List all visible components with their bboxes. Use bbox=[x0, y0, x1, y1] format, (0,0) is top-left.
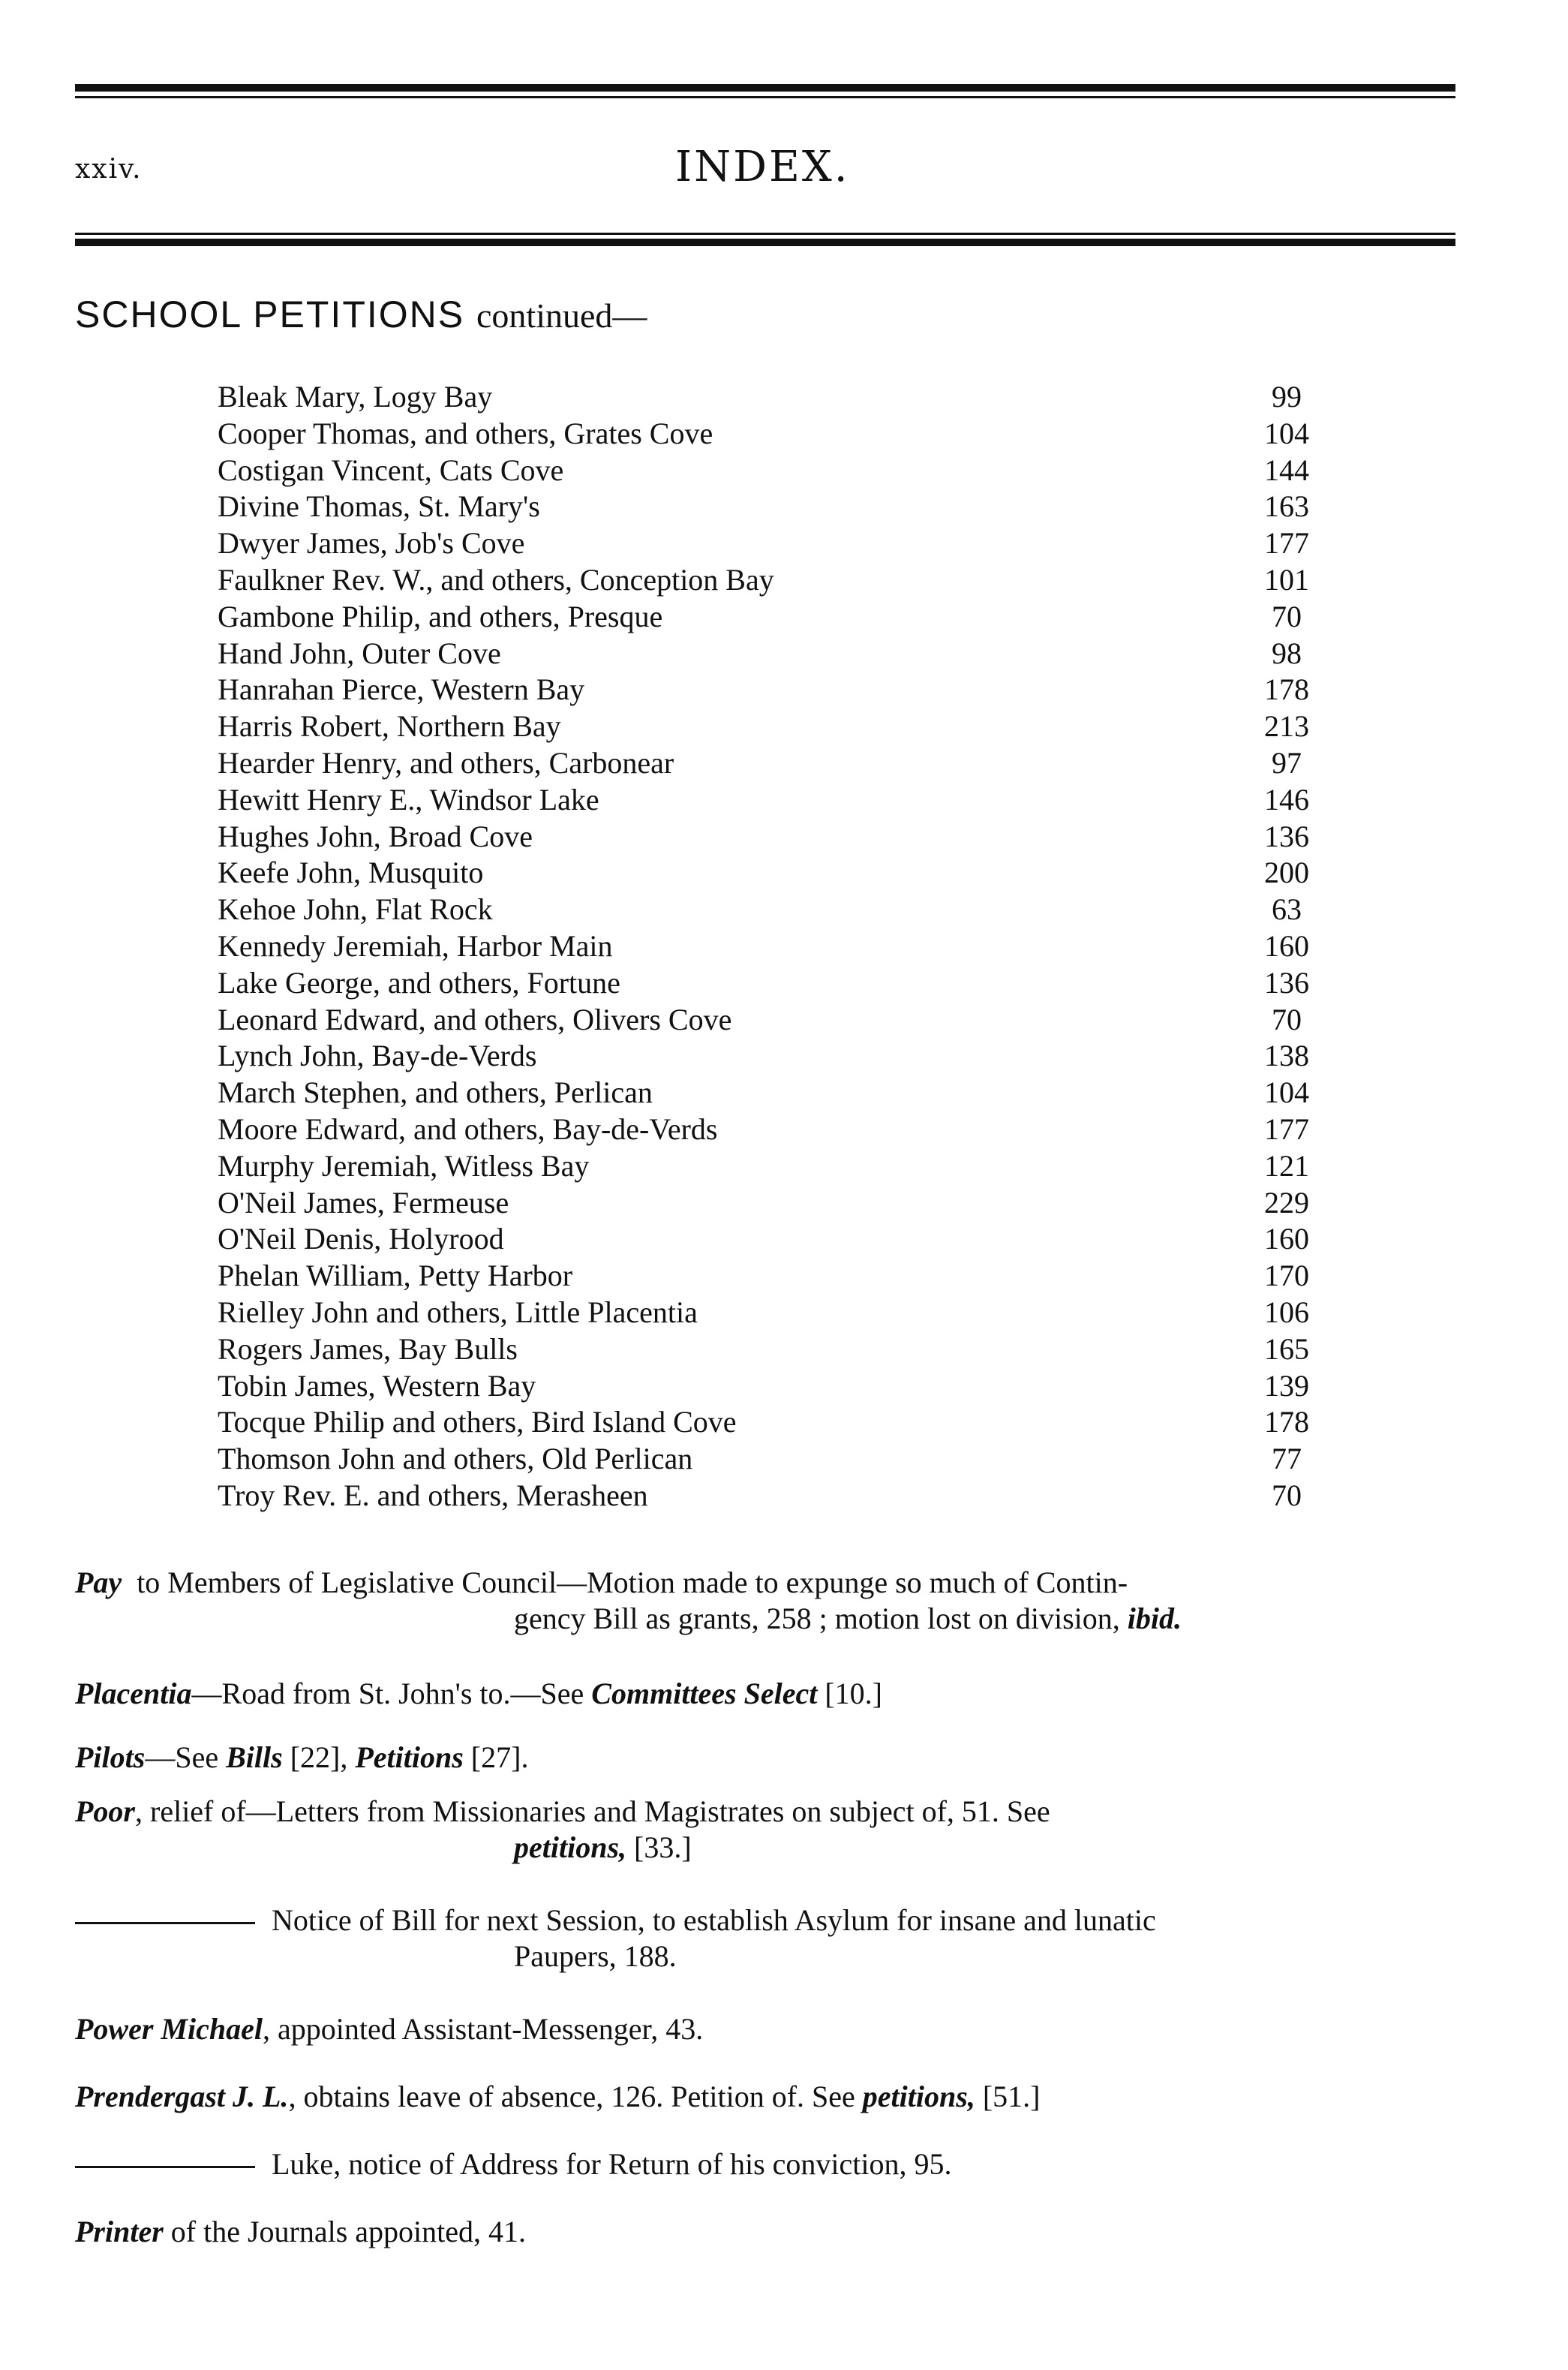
entry-text: Luke, notice of Address for Return of his conviction, 95. bbox=[272, 2147, 952, 2181]
petition-name: Hand John, Outer Cove bbox=[218, 636, 501, 670]
entry-prendergast bbox=[75, 2079, 1478, 2115]
entry-ref: Bills bbox=[226, 1740, 283, 1774]
petition-name: Thomson John and others, Old Perlican bbox=[218, 1442, 693, 1476]
page-title: INDEX. bbox=[675, 143, 850, 191]
petition-page: 200 bbox=[1264, 856, 1309, 890]
petition-name: Hearder Henry, and others, Carbonear bbox=[218, 745, 674, 780]
petition-page: 99 bbox=[1272, 380, 1302, 414]
entry-head: Prendergast J. L. bbox=[75, 2080, 289, 2113]
petition-page: 165 bbox=[1264, 1331, 1309, 1366]
petition-name: Leonard Edward, and others, Olivers Cove bbox=[218, 1002, 732, 1036]
petition-page: 139 bbox=[1264, 1368, 1309, 1403]
entry-text: of the Journals appointed, 41. bbox=[163, 2215, 527, 2248]
petition-page: 136 bbox=[1264, 819, 1309, 853]
entry-printer bbox=[75, 2214, 1478, 2250]
petition-name: Tocque Philip and others, Bird Island Cove bbox=[218, 1405, 737, 1439]
header-rule-thin bbox=[75, 233, 1455, 235]
petition-page: 97 bbox=[1272, 745, 1302, 780]
entry-head: Printer bbox=[75, 2215, 164, 2248]
petition-row bbox=[218, 1258, 1328, 1295]
petition-name: Divine Thomas, St. Mary's bbox=[218, 489, 540, 524]
petition-name: Troy Rev. E. and others, Merasheen bbox=[218, 1478, 648, 1512]
page-number: xxiv. bbox=[75, 154, 143, 185]
entry-pay bbox=[75, 1565, 1478, 1637]
petition-name: Moore Edward, and others, Bay-de-Verds bbox=[218, 1111, 718, 1146]
entry-text: [22], bbox=[282, 1740, 356, 1774]
petition-row bbox=[218, 782, 1328, 819]
entry-head: Power Michael bbox=[75, 2012, 263, 2046]
petition-row bbox=[218, 1185, 1328, 1222]
petition-page: 160 bbox=[1264, 1222, 1309, 1256]
petition-row bbox=[218, 708, 1328, 745]
petition-row bbox=[218, 1404, 1328, 1441]
entry-ref: ibid. bbox=[1127, 1602, 1182, 1635]
entry-text: —See bbox=[145, 1740, 227, 1774]
petition-name: Costigan Vincent, Cats Cove bbox=[218, 453, 564, 487]
entry-text: , relief of—Letters from Missionaries and Magistrates on subject of, 51. See bbox=[135, 1794, 1050, 1828]
petition-row bbox=[218, 892, 1328, 928]
petition-name: Faulkner Rev. W., and others, Conception Bay bbox=[218, 562, 774, 597]
entry-text: [33.] bbox=[626, 1830, 692, 1864]
petition-row bbox=[218, 1111, 1328, 1148]
petition-page: 104 bbox=[1264, 1075, 1309, 1110]
entry-text: , obtains leave of absence, 126. Petition of. See bbox=[288, 2080, 863, 2113]
petition-page: 63 bbox=[1272, 892, 1302, 927]
petition-page: 98 bbox=[1272, 636, 1302, 670]
petition-name: March Stephen, and others, Perlican bbox=[218, 1075, 653, 1110]
petition-page: 163 bbox=[1264, 489, 1309, 524]
petition-name: Hewitt Henry E., Windsor Lake bbox=[218, 782, 599, 817]
entry-text: Notice of Bill for next Session, to establish Asylum for insane and lunatic bbox=[272, 1903, 1156, 1937]
entry-pilots bbox=[75, 1740, 1478, 1776]
entry-ref: petitions, bbox=[514, 1830, 627, 1864]
entry-head: Placentia bbox=[75, 1677, 192, 1710]
petition-name: Dwyer James, Job's Cove bbox=[218, 526, 525, 561]
petition-name: Gambone Philip, and others, Presque bbox=[218, 599, 663, 633]
ditto-dash bbox=[75, 2166, 255, 2168]
entry-prendergast-sub bbox=[75, 2146, 1478, 2182]
entry-ref: Petitions bbox=[355, 1740, 464, 1774]
ditto-dash bbox=[75, 1922, 255, 1924]
section-title: SCHOOL PETITIONS bbox=[75, 293, 465, 335]
petition-page: 177 bbox=[1264, 526, 1309, 561]
entry-text: gency Bill as grants, 258 ; motion lost on division, bbox=[514, 1602, 1128, 1635]
petition-row bbox=[218, 672, 1328, 708]
petition-row bbox=[218, 928, 1328, 965]
entry-poor bbox=[75, 1794, 1478, 1866]
petition-page: 178 bbox=[1264, 1405, 1309, 1439]
petition-name: Lake George, and others, Fortune bbox=[218, 965, 620, 1000]
petition-page: 101 bbox=[1264, 562, 1309, 597]
petition-name: Phelan William, Petty Harbor bbox=[218, 1259, 573, 1293]
top-rule-thick bbox=[75, 84, 1455, 92]
petition-page: 170 bbox=[1264, 1259, 1309, 1293]
petition-page: 213 bbox=[1264, 709, 1309, 744]
top-rule-thin bbox=[75, 96, 1455, 98]
petition-row bbox=[218, 416, 1328, 453]
entry-text: [51.] bbox=[975, 2080, 1041, 2113]
petition-page: 138 bbox=[1264, 1039, 1309, 1073]
petition-page: 70 bbox=[1272, 599, 1302, 633]
petition-name: Rielley John and others, Little Placentia bbox=[218, 1295, 698, 1329]
petition-name: Kennedy Jeremiah, Harbor Main bbox=[218, 928, 613, 963]
petition-page: 77 bbox=[1272, 1442, 1302, 1476]
petition-page: 229 bbox=[1264, 1185, 1309, 1220]
entry-ref: petitions, bbox=[862, 2080, 975, 2113]
entry-text: [10.] bbox=[817, 1677, 882, 1710]
petition-row bbox=[218, 1002, 1328, 1039]
petition-name: O'Neil Denis, Holyrood bbox=[218, 1222, 504, 1256]
entry-head: Pilots bbox=[75, 1740, 146, 1774]
petition-row bbox=[218, 819, 1328, 856]
petition-page: 70 bbox=[1272, 1478, 1302, 1512]
petition-row bbox=[218, 855, 1328, 892]
petition-row bbox=[218, 379, 1328, 416]
petition-row bbox=[218, 453, 1328, 489]
section-heading bbox=[75, 293, 647, 336]
entry-ref: Committees Select bbox=[591, 1677, 818, 1710]
petition-row bbox=[218, 1038, 1328, 1075]
petition-page: 146 bbox=[1264, 782, 1309, 817]
petition-name: Murphy Jeremiah, Witless Bay bbox=[218, 1148, 590, 1183]
entry-text: to Members of Legislative Council—Motion made to expunge so much of Contin- bbox=[137, 1565, 1128, 1599]
entry-head: Pay bbox=[75, 1565, 122, 1599]
petition-name: O'Neil James, Fermeuse bbox=[218, 1185, 509, 1220]
petition-row bbox=[218, 562, 1328, 599]
petition-name: Harris Robert, Northern Bay bbox=[218, 709, 561, 744]
section-continued: continued— bbox=[476, 296, 647, 335]
petition-row bbox=[218, 745, 1328, 782]
petition-row bbox=[218, 965, 1328, 1002]
petition-page: 136 bbox=[1264, 965, 1309, 1000]
petition-row bbox=[218, 525, 1328, 562]
entry-text: Paupers, 188. bbox=[514, 1939, 677, 1973]
entry-power bbox=[75, 2011, 1478, 2047]
petition-page: 160 bbox=[1264, 928, 1309, 963]
petition-row bbox=[218, 1331, 1328, 1368]
petition-row bbox=[218, 1075, 1328, 1111]
petition-name: Tobin James, Western Bay bbox=[218, 1368, 536, 1403]
petition-page: 106 bbox=[1264, 1295, 1309, 1329]
petition-name: Cooper Thomas, and others, Grates Cove bbox=[218, 416, 713, 450]
petition-name: Bleak Mary, Logy Bay bbox=[218, 380, 493, 414]
entry-poor-sub bbox=[75, 1902, 1478, 1974]
petition-page: 70 bbox=[1272, 1002, 1302, 1036]
petition-name: Hanrahan Pierce, Western Bay bbox=[218, 672, 585, 707]
header-rule-thick bbox=[75, 239, 1455, 246]
entry-placentia bbox=[75, 1676, 1478, 1712]
petition-row bbox=[218, 489, 1328, 525]
petition-name: Rogers James, Bay Bulls bbox=[218, 1331, 518, 1366]
petition-name: Lynch John, Bay-de-Verds bbox=[218, 1039, 537, 1073]
petition-name: Kehoe John, Flat Rock bbox=[218, 892, 493, 927]
petition-page: 177 bbox=[1264, 1111, 1309, 1146]
petition-row bbox=[218, 1441, 1328, 1478]
petition-row bbox=[218, 599, 1328, 636]
entry-text: , appointed Assistant-Messenger, 43. bbox=[262, 2012, 704, 2046]
petition-row bbox=[218, 1148, 1328, 1185]
petition-name: Keefe John, Musquito bbox=[218, 856, 484, 890]
petition-row bbox=[218, 1478, 1328, 1514]
petition-name: Hughes John, Broad Cove bbox=[218, 819, 533, 853]
petition-page: 144 bbox=[1264, 453, 1309, 487]
petition-page: 121 bbox=[1264, 1148, 1309, 1183]
petition-list bbox=[218, 379, 1328, 1514]
petition-page: 178 bbox=[1264, 672, 1309, 707]
petition-row bbox=[218, 1221, 1328, 1258]
petition-row bbox=[218, 1368, 1328, 1405]
petition-page: 104 bbox=[1264, 416, 1309, 450]
entry-text: —Road from St. John's to.—See bbox=[191, 1677, 592, 1710]
entry-text: [27]. bbox=[463, 1740, 529, 1774]
petition-row bbox=[218, 1295, 1328, 1331]
petition-row bbox=[218, 636, 1328, 672]
entry-head: Poor bbox=[75, 1794, 135, 1828]
